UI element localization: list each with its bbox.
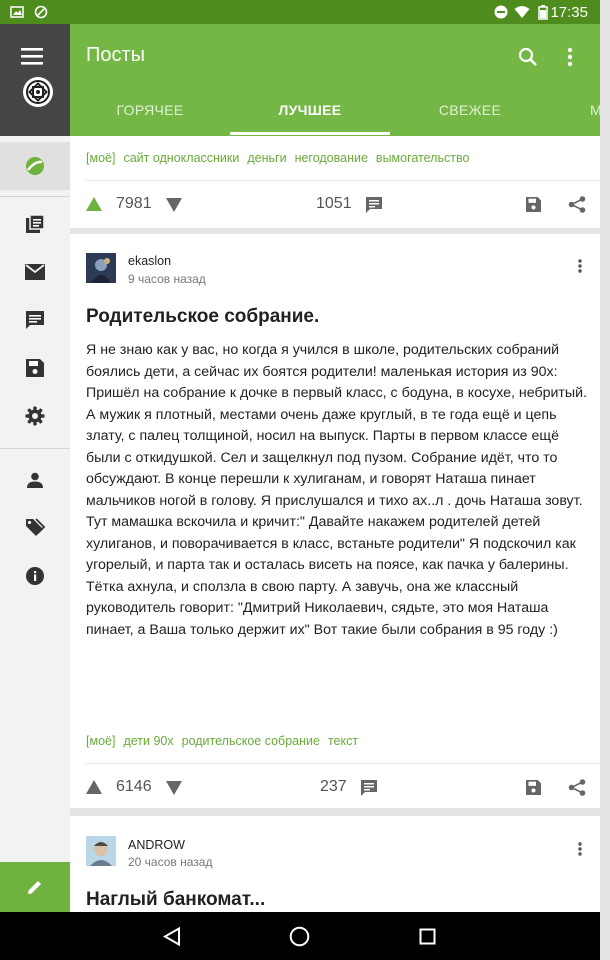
downvote-icon[interactable] — [166, 198, 182, 212]
drawer-item-info[interactable] — [0, 552, 70, 600]
rating-count: 6146 — [116, 778, 152, 795]
comment-icon[interactable] — [361, 780, 377, 796]
comment-count[interactable]: 1051 — [316, 195, 352, 212]
rating-count: 7981 — [116, 195, 152, 212]
post-title[interactable]: Родительское собрание. — [86, 306, 320, 327]
status-bar — [0, 0, 600, 24]
author-name[interactable]: ANDROW — [128, 838, 185, 852]
drawer-item-feeds[interactable] — [0, 200, 70, 248]
do-not-disturb-icon — [494, 5, 508, 19]
tab-hot[interactable]: ГОРЯЧЕЕ — [116, 102, 184, 118]
tag[interactable]: текст — [327, 734, 359, 748]
share-icon[interactable] — [568, 196, 586, 213]
tag[interactable]: дети 90х — [123, 734, 174, 748]
tag[interactable]: [моё] — [86, 734, 116, 748]
author-avatar[interactable] — [86, 836, 116, 866]
tab-best[interactable]: ЛУЧШЕЕ — [278, 102, 342, 118]
navigation-drawer — [0, 24, 70, 912]
person-icon — [27, 472, 43, 488]
page-title: Посты — [86, 44, 146, 66]
drawer-item-profile[interactable] — [0, 456, 70, 504]
post-tags — [86, 151, 477, 165]
more-vertical-icon[interactable] — [567, 47, 573, 67]
wifi-icon — [514, 5, 530, 19]
upvote-icon[interactable] — [86, 780, 102, 794]
save-icon — [26, 359, 44, 377]
comment-icon[interactable] — [366, 197, 382, 213]
post-menu-icon[interactable] — [578, 259, 582, 273]
comment-icon — [25, 310, 45, 330]
pikabu-leaf-icon — [24, 155, 46, 177]
drawer-item-tags[interactable] — [0, 504, 70, 552]
tag-icon — [25, 518, 45, 538]
tab-fresh[interactable]: СВЕЖЕЕ — [438, 102, 502, 118]
author-name[interactable]: ekaslon — [128, 254, 172, 268]
author-avatar[interactable] — [86, 253, 116, 283]
upvote-icon[interactable] — [86, 197, 102, 211]
create-post-button[interactable] — [0, 862, 70, 912]
post-body: Я не знаю как у вас, но когда я учился в школе, родительских собраний боялись дети, а сейчас их боятся родители! маленькая история из 90х: Пришёл на собрание к дочке в первый класс, с бодуна, в косухе, небритый. А мужик я плотный, местами очень даже круглый, в те года ещё и цепь злату, с палец толщиной, носил на выпуск. Парты в первом классе ещё были с откидушкой. Сел и защелкнул под пузом. Собрание идёт, что то обсуждают. В конце перешли к хулиганам, и говорят Наташа пинает мальчиков ногой в голову. Я прислушался и тихо ах..л . дочь Наташа зовут. Тут мамашка вскочила и кричит:" Давайте накажем родителей детей хулиганов, и поворачивается в класс, встаньте родители" Я подскочил как угорелый, и парта так и осталась висеть на поясе, как пачка у балерины. Тётка ахнула, и сползла в свою парту. А завучь, она же классный руководитель говорит: "Дмитрий Николаевич, сядьте, это моя Наташа пинает, а Ваша только держит их" Вот такие были собрания в 95 году :) — [86, 342, 587, 638]
tag[interactable]: [моё] — [86, 151, 116, 165]
post-time: 9 часов назад — [128, 272, 206, 286]
app-logo-icon — [22, 76, 54, 108]
post-time: 20 часов назад — [128, 855, 213, 869]
post-feed[interactable] — [70, 136, 600, 912]
recents-icon[interactable] — [419, 928, 436, 945]
save-icon[interactable] — [526, 197, 541, 212]
post-tags — [86, 734, 366, 748]
app-bar — [70, 24, 600, 136]
tag[interactable]: сайт одноклассники — [123, 151, 240, 165]
tag[interactable]: деньги — [247, 151, 287, 165]
gear-icon — [25, 406, 45, 426]
search-icon[interactable] — [518, 47, 538, 67]
drawer-item-posts[interactable] — [0, 142, 70, 190]
clock: 17:35 — [550, 4, 588, 21]
tag[interactable]: вымогательство — [375, 151, 470, 165]
info-icon — [25, 566, 45, 586]
drawer-item-comments[interactable] — [0, 296, 70, 344]
library-icon — [25, 214, 45, 234]
image-notification-icon — [10, 5, 24, 19]
tag[interactable]: негодование — [294, 151, 368, 165]
post-card — [70, 234, 600, 808]
post-title[interactable]: Наглый банкомат... — [86, 889, 266, 910]
block-notification-icon — [34, 5, 48, 19]
comment-count[interactable]: 237 — [320, 778, 347, 795]
system-nav-bar — [0, 912, 600, 960]
drawer-header — [0, 24, 70, 136]
pencil-icon — [27, 879, 43, 895]
home-icon[interactable] — [289, 926, 310, 947]
back-icon[interactable] — [163, 927, 181, 946]
drawer-item-saved[interactable] — [0, 344, 70, 392]
drawer-item-settings[interactable] — [0, 392, 70, 440]
drawer-item-messages[interactable] — [0, 248, 70, 296]
tab-more[interactable]: М — [590, 102, 602, 118]
post-menu-icon[interactable] — [578, 842, 582, 856]
battery-icon — [538, 5, 548, 19]
downvote-icon[interactable] — [166, 781, 182, 795]
tag[interactable]: родительское собрание — [181, 734, 320, 748]
tab-indicator — [230, 132, 390, 135]
menu-icon[interactable] — [21, 47, 43, 65]
mail-icon — [25, 264, 45, 280]
post-card — [70, 136, 600, 228]
share-icon[interactable] — [568, 779, 586, 796]
save-icon[interactable] — [526, 780, 541, 795]
